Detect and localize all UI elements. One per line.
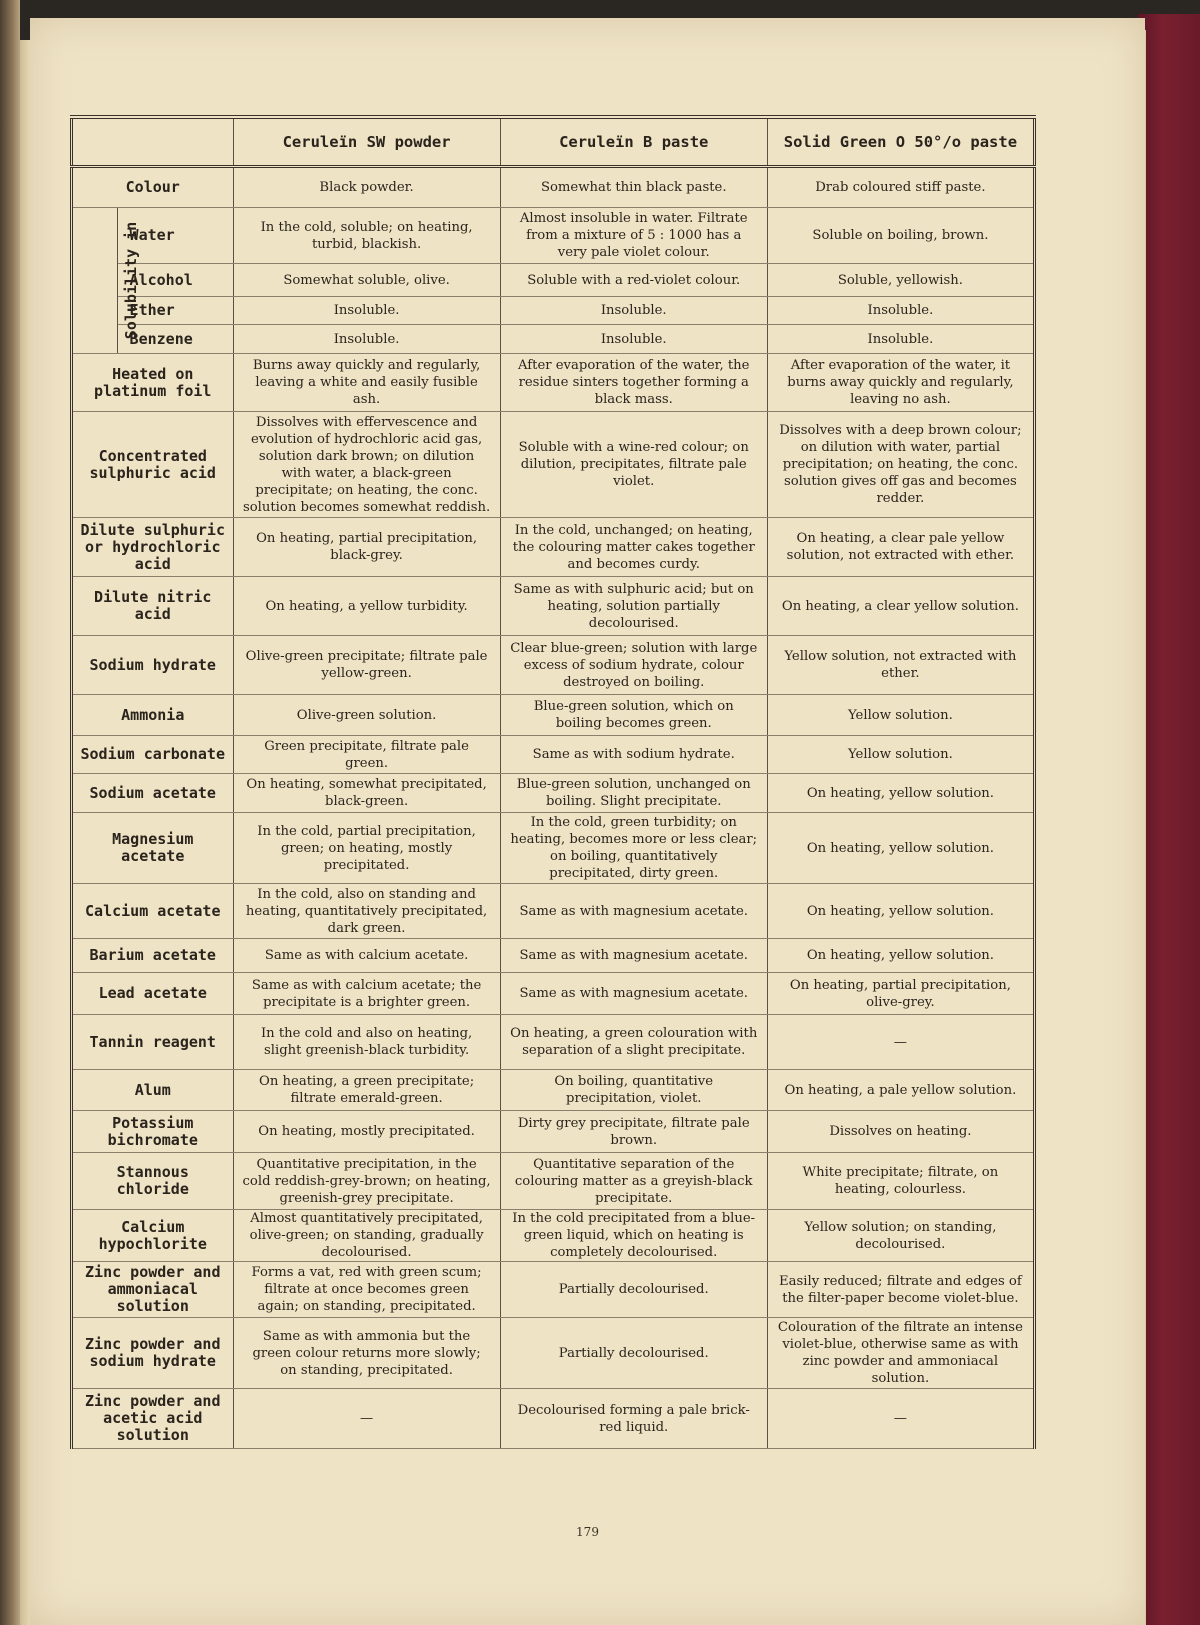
- header-cerulein-b: Ceruleïn B paste: [500, 117, 767, 167]
- table-cell: Soluble, yellowish.: [767, 264, 1034, 297]
- row-label: Dilute sulphuric or hydrochloric acid: [72, 518, 234, 577]
- row-label: Heated on platinum foil: [72, 354, 234, 412]
- table-cell: Insoluble.: [767, 325, 1034, 354]
- table-cell: In the cold and also on heating, slight greenish-black turbidity.: [233, 1015, 500, 1070]
- table-cell: Burns away quickly and regularly, leaving a white and easily fusible ash.: [233, 354, 500, 412]
- row-label: Stannous chloride: [72, 1153, 234, 1210]
- table-cell: Soluble on boiling, brown.: [767, 208, 1034, 264]
- table-cell: In the cold, also on standing and heating, quantitatively precipitated, dark green.: [233, 884, 500, 939]
- table-cell: On heating, yellow solution.: [767, 884, 1034, 939]
- table-cell: On boiling, quantitative precipitation, violet.: [500, 1070, 767, 1111]
- table-cell: After evaporation of the water, it burns away quickly and regularly, leaving no ash.: [767, 354, 1034, 412]
- table-cell: On heating, yellow solution.: [767, 813, 1034, 884]
- previous-page-edge: [20, 40, 30, 1625]
- table-cell: Insoluble.: [767, 297, 1034, 325]
- table-cell: Olive-green solution.: [233, 695, 500, 736]
- table-cell: Dirty grey precipitate, filtrate pale brown.: [500, 1111, 767, 1153]
- table-cell: On heating, a green precipitate; filtrate emerald-green.: [233, 1070, 500, 1111]
- table-cell: Easily reduced; filtrate and edges of the filter-paper become violet-blue.: [767, 1262, 1034, 1318]
- solubility-group-label: [72, 208, 141, 354]
- table-row: [72, 518, 1035, 577]
- row-label: Ammonia: [72, 695, 234, 736]
- table-row: [72, 774, 1035, 813]
- table-cell: After evaporation of the water, the residue sinters together forming a black mass.: [500, 354, 767, 412]
- table-cell: On heating, a green colouration with separation of a slight precipitate.: [500, 1015, 767, 1070]
- row-label: Barium acetate: [72, 939, 234, 973]
- table-cell: Same as with ammonia but the green colour returns more slowly; on standing, precipitated.: [233, 1318, 500, 1389]
- table-cell: —: [767, 1389, 1034, 1449]
- row-label: Tannin reagent: [72, 1015, 234, 1070]
- table-row: [72, 736, 1035, 774]
- table-row: [72, 939, 1035, 973]
- table-cell: Insoluble.: [233, 297, 500, 325]
- header-corner: [72, 117, 234, 167]
- table-cell: Same as with sulphuric acid; but on heating, solution partially decolourised.: [500, 577, 767, 636]
- row-label: Concentrated sulphuric acid: [72, 412, 234, 518]
- table-cell: On heating, partial precipitation, black-grey.: [233, 518, 500, 577]
- row-label: Sodium hydrate: [72, 636, 234, 695]
- table-row: [72, 1262, 1035, 1318]
- table-cell: Insoluble.: [500, 297, 767, 325]
- table-cell: Yellow solution.: [767, 736, 1034, 774]
- book-page: [30, 18, 1145, 1625]
- table-row: [72, 1318, 1035, 1389]
- table-cell: Yellow solution, not extracted with ether.: [767, 636, 1034, 695]
- table-cell: Same as with magnesium acetate.: [500, 939, 767, 973]
- table-cell: In the cold, soluble; on heating, turbid, blackish.: [233, 208, 500, 264]
- row-label: Alcohol: [117, 264, 233, 297]
- table-row: [72, 297, 1035, 325]
- page-number: 179: [576, 1525, 599, 1539]
- table-cell: Almost insoluble in water. Filtrate from a mixture of 5 : 1000 has a very pale violet colour.: [500, 208, 767, 264]
- table-cell: In the cold, unchanged; on heating, the colouring matter cakes together and becomes curdy.: [500, 518, 767, 577]
- table-row: [72, 325, 1035, 354]
- row-label: Sodium acetate: [72, 774, 234, 813]
- table-cell: Same as with magnesium acetate.: [500, 884, 767, 939]
- table-cell: Black powder.: [233, 167, 500, 208]
- table-row: [72, 1111, 1035, 1153]
- table-cell: In the cold precipitated from a blue-green liquid, which on heating is completely decolourised.: [500, 1210, 767, 1262]
- table-cell: Dissolves on heating.: [767, 1111, 1034, 1153]
- table-row: [72, 1015, 1035, 1070]
- table-cell: Quantitative separation of the colouring matter as a greyish-black precipitate.: [500, 1153, 767, 1210]
- table-cell: Insoluble.: [233, 325, 500, 354]
- table-row: [72, 636, 1035, 695]
- table-row: [72, 1153, 1035, 1210]
- row-label: Zinc powder and sodium hydrate: [72, 1318, 234, 1389]
- table-cell: Blue-green solution, which on boiling becomes green.: [500, 695, 767, 736]
- table-row: [72, 973, 1035, 1015]
- table-cell: —: [767, 1015, 1034, 1070]
- row-label: Water: [117, 208, 233, 264]
- table-cell: Same as with calcium acetate; the precipitate is a brighter green.: [233, 973, 500, 1015]
- book-spine: [0, 0, 20, 1625]
- table-row: [72, 167, 1035, 208]
- header-cerulein-sw: Ceruleïn SW powder: [233, 117, 500, 167]
- table-cell: Same as with calcium acetate.: [233, 939, 500, 973]
- table-cell: Green precipitate, filtrate pale green.: [233, 736, 500, 774]
- table-cell: Same as with magnesium acetate.: [500, 973, 767, 1015]
- row-label: Alum: [72, 1070, 234, 1111]
- table-cell: On heating, yellow solution.: [767, 939, 1034, 973]
- table-cell: Somewhat thin black paste.: [500, 167, 767, 208]
- row-label: Lead acetate: [72, 973, 234, 1015]
- table-cell: In the cold, partial precipitation, green; on heating, mostly precipitated.: [233, 813, 500, 884]
- row-label: Zinc powder and acetic acid solution: [72, 1389, 234, 1449]
- table-cell: Drab coloured stiff paste.: [767, 167, 1034, 208]
- table-row: [72, 208, 1035, 264]
- table-cell: On heating, yellow solution.: [767, 774, 1034, 813]
- table-row: [72, 1389, 1035, 1449]
- table-cell: Soluble with a red-violet colour.: [500, 264, 767, 297]
- row-label: Calcium hypochlorite: [72, 1210, 234, 1262]
- row-label: Dilute nitric acid: [72, 577, 234, 636]
- table-cell: Partially decolourised.: [500, 1318, 767, 1389]
- table-cell: Dissolves with a deep brown colour; on dilution with water, partial precipitation; on heating, the conc. solution gives off gas and becomes redder.: [767, 412, 1034, 518]
- table-row: [72, 354, 1035, 412]
- table-cell: Yellow solution.: [767, 695, 1034, 736]
- table-cell: Blue-green solution, unchanged on boiling. Slight precipitate.: [500, 774, 767, 813]
- table-row: [72, 813, 1035, 884]
- row-label: Ether: [117, 297, 233, 325]
- row-label: Potassium bichromate: [72, 1111, 234, 1153]
- row-label: Zinc powder and ammoniacal solution: [72, 1262, 234, 1318]
- table-body: [72, 167, 1035, 1449]
- table-cell: Clear blue-green; solution with large excess of sodium hydrate, colour destroyed on boiling.: [500, 636, 767, 695]
- table-cell: —: [233, 1389, 500, 1449]
- row-label: Magnesium acetate: [72, 813, 234, 884]
- table-cell: Partially decolourised.: [500, 1262, 767, 1318]
- row-label: Sodium carbonate: [72, 736, 234, 774]
- row-label: Calcium acetate: [72, 884, 234, 939]
- table-cell: Insoluble.: [500, 325, 767, 354]
- table-cell: In the cold, green turbidity; on heating, becomes more or less clear; on boiling, quantitatively precipitated, dirty green.: [500, 813, 767, 884]
- header-solid-green: Solid Green O 50°/o paste: [767, 117, 1034, 167]
- table-cell: On heating, a clear yellow solution.: [767, 577, 1034, 636]
- table-cell: Almost quantitatively precipitated, olive-green; on standing, gradually decolourised.: [233, 1210, 500, 1262]
- table-cell: On heating, a clear pale yellow solution, not extracted with ether.: [767, 518, 1034, 577]
- table-row: [72, 264, 1035, 297]
- row-label: Colour: [72, 167, 234, 208]
- table-cell: Somewhat soluble, olive.: [233, 264, 500, 297]
- table-row: [72, 412, 1035, 518]
- table-row: [72, 884, 1035, 939]
- table-cell: Colouration of the filtrate an intense violet-blue, otherwise same as with zinc powder and ammoniacal solution.: [767, 1318, 1034, 1389]
- table-row: [72, 1070, 1035, 1111]
- table-cell: On heating, a pale yellow solution.: [767, 1070, 1034, 1111]
- table-cell: On heating, partial precipitation, olive-grey.: [767, 973, 1034, 1015]
- table-cell: Same as with sodium hydrate.: [500, 736, 767, 774]
- solubility-label: Solubility in: [122, 221, 141, 339]
- table-cell: Yellow solution; on standing, decolourised.: [767, 1210, 1034, 1262]
- table-cell: On heating, somewhat precipitated, black-green.: [233, 774, 500, 813]
- table-cell: Quantitative precipitation, in the cold reddish-grey-brown; on heating, greenish-grey precipitate.: [233, 1153, 500, 1210]
- table-cell: Olive-green precipitate; filtrate pale yellow-green.: [233, 636, 500, 695]
- table-cell: On heating, mostly precipitated.: [233, 1111, 500, 1153]
- reactions-table: [70, 115, 1036, 1449]
- table-row: [72, 695, 1035, 736]
- table-cell: Soluble with a wine-red colour; on dilution, precipitates, filtrate pale violet.: [500, 412, 767, 518]
- table-cell: Dissolves with effervescence and evolution of hydrochloric acid gas, solution dark brown; on dilution with water, a black-green precipitate; on heating, the conc. solution becomes somewhat reddish.: [233, 412, 500, 518]
- book-cover-edge: [1138, 14, 1200, 1625]
- table-cell: Decolourised forming a pale brick-red liquid.: [500, 1389, 767, 1449]
- table-row: [72, 1210, 1035, 1262]
- row-label: Benzene: [117, 325, 233, 354]
- table-cell: On heating, a yellow turbidity.: [233, 577, 500, 636]
- table-cell: Forms a vat, red with green scum; filtrate at once becomes green again; on standing, precipitated.: [233, 1262, 500, 1318]
- header-row: [72, 117, 1035, 167]
- table-row: [72, 577, 1035, 636]
- table-cell: White precipitate; filtrate, on heating, colourless.: [767, 1153, 1034, 1210]
